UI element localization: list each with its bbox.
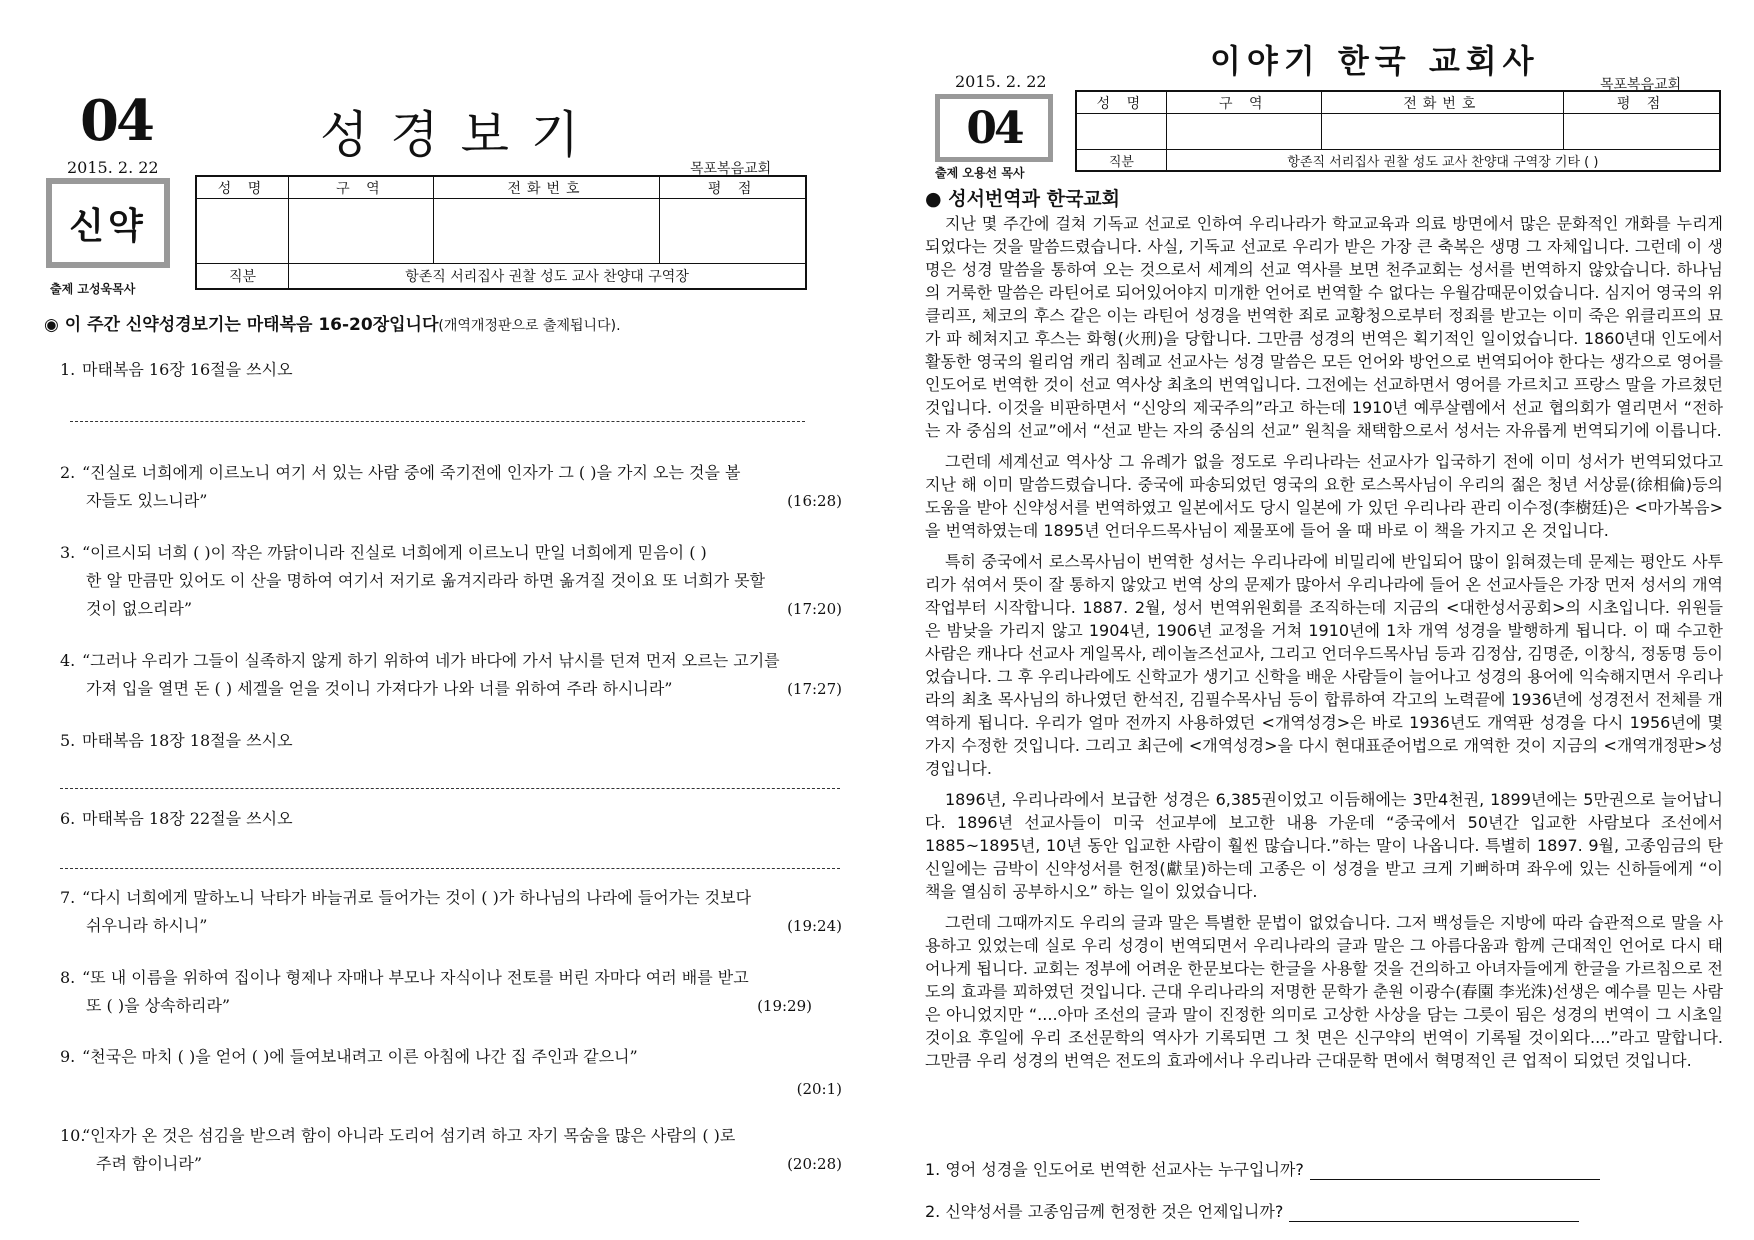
question-8 [60,964,842,1020]
answer-field[interactable] [1310,1163,1600,1180]
role-options[interactable]: 항존직 서리집사 권찰 성도 교사 찬양대 구역장 [289,264,806,290]
left-date: 2015. 2. 22 [67,158,159,177]
notice-bullet-icon: ◉ [44,315,59,335]
phone-field[interactable] [1321,114,1564,150]
answer-line-5[interactable] [60,788,840,789]
role-label: 직분 [1076,150,1166,172]
question-text: 마태복음 18장 22절을 쓰시오 [82,809,293,828]
header-score: 평 점 [660,176,806,199]
question-4 [60,647,842,703]
right-church-name: 목포복음교회 [1600,77,1682,93]
question-text-cont: 자들도 있느니라” [86,491,208,510]
question-text-cont: 가져 입을 열면 돈 ( ) 세겔을 얻을 것이니 가져다가 나와 너를 위하여 주라 하시니라” [86,679,673,698]
essay-paragraph: 1896년, 우리나라에서 보급한 성경은 6,385권이었고 이듬해에는 3만4천권, 1899년에는 5만권으로 늘어납니다. 1896년 선교사들이 미국 선교부에 보고한 내용 가운데 “중국에서 50년간 입교한 사람보다 조선에서 1885~1895년, 10년 동안 입교한 사람이 훨씬 많습니다.”하는 말이 나옵니다. 특별히 1897. 9월, 고종임금의 탄신일에는 금박이 신약성서를 헌정(獻呈)하는데 고종은 이 성경을 받고 크게 기뻐하며 좌우에 있는 신하들에게 “이 책을 열심히 공부하시오” 하는 일이 있었습니다. [925,790,1723,901]
question-number: 10. [60,1126,86,1145]
question-text: “다시 너희에게 말하노니 낙타가 바늘귀로 들어가는 것이 ( )가 하나님의 나라에 들어가는 것보다 [82,888,752,907]
question-6 [60,805,842,833]
district-field[interactable] [289,199,434,264]
question-text: 마태복음 18장 18절을 쓰시오 [82,731,293,750]
right-issue-number: 04 [935,94,1053,162]
essay-body [925,212,1723,1080]
question-number: 5. [60,731,76,750]
question-text-cont: 쉬우니라 하시니” [86,916,208,935]
question-text: “또 내 이름을 위하여 집이나 형제나 자매나 부모나 자식이나 전토를 버린 자마다 여러 배를 받고 [82,968,749,987]
question-7 [60,884,842,940]
essay-heading [925,184,1120,211]
right-question-1 [925,1157,1600,1180]
name-field[interactable] [196,199,289,264]
score-field[interactable] [1564,114,1720,150]
verse-citation: (20:1) [796,1080,842,1098]
question-text-cont: 또 ( )을 상속하리라” [86,996,231,1015]
verse-citation: (17:27) [787,680,842,698]
question-text-cont: 것이 없으리라” [86,599,193,618]
essay-paragraph: 특히 중국에서 로스목사님이 번역한 성서는 우리나라에 비밀리에 반입되어 많이 읽혀졌는데 문제는 평안도 사투리가 섞여서 뜻이 잘 통하지 않았고 번역 상의 문제가 많아서 우리나라에 들어 온 선교사들은 가장 먼저 성서의 개역 작업부터 시작합니다. 1887. 2월, 성서 번역위원회를 조직하는데 지금의 <대한성서공회>의 시초입니다. 위원들은 밤낮을 가리지 않고 1904년, 1906년 교정을 거쳐 1910년에 1차 개역 성경을 발행하게 됩니다. 이 때 수고한 사람은 캐나다 선교사 게일목사, 레이놀즈선교사, 그리고 언더우드목사님 등과 김정삼, 김명준, 이창식, 정동명 등이었습니다. 그 후 우리나라에도 신학교가 생기고 신학을 배운 사람들이 늘어나고 성경의 용어에 익숙해지면서 우리나라의 최초 목사님의 하나였던 한석진, 김필수목사님 등이 합류하여 각고의 노력끝에 1936년에 성경전서 전체를 개역하게 됩니다. 우리가 얼마 전까지 사용하였던 <개역성경>은 바로 1936년도 개역판 성경을 다시 1956년에 몇 가지 수정한 것입니다. 그리고 최근에 <개역성경>을 다시 현대표준어법으로 개역한 것이 지금의 <개역개정판>성경입니다. [925,552,1723,778]
role-options[interactable]: 항존직 서리집사 권찰 성도 교사 찬양대 구역장 기타 ( ) [1166,150,1720,172]
verse-citation: (19:29) [757,997,812,1015]
essay-heading-text: 성서번역과 한국교회 [948,188,1121,210]
left-info-table [195,175,807,290]
score-field[interactable] [660,199,806,264]
header-name: 성 명 [196,176,289,199]
right-author: 출제 오용선 목사 [935,166,1025,180]
left-author: 출제 고성욱목사 [50,282,136,296]
left-section-label: 신약 [46,178,170,268]
notice-text: 이 주간 신약성경보기는 마태복음 16-20장입니다 [64,315,439,335]
question-9 [60,1043,842,1098]
essay-paragraph: 그런데 그때까지도 우리의 글과 말은 특별한 문법이 없었습니다. 그저 백성들은 지방에 따라 습관적으로 말을 사용하고 있었는데 실로 우리 성경이 번역되면서 우리나라의 글과 말은 그 아름다움과 함께 근대적인 언어로 다시 태어나게 됩니다. 교회는 정부에 어려운 한문보다는 한글을 사용할 것을 건의하고 아녀자들에게 한글을 가르침으로 전도의 효과를 꾀하였던 것입니다. 근대 우리나라의 저명한 문학가 춘원 이광수(春園 李光洙)선생은 예수를 믿는 사람은 아니었지만 “....아마 조선의 글과 말이 진정한 의미로 고상한 사상을 담는 그릇이 됨은 성경의 번역이 그 시초일 것이요 후일에 우리 조선문학의 역사가 기록되면 그 첫 면은 신구약의 번역이 기록될 것이외다....”라고 말합니다. 그만큼 우리 성경의 번역은 전도의 효과에서나 우리나라 근대문학 면에서 혁명적인 큰 업적이 되었던 것입니다. [925,913,1723,1070]
verse-citation: (17:20) [787,600,842,618]
question-number: 9. [60,1047,76,1066]
header-score: 평 점 [1564,91,1720,114]
left-church-name: 목포복음교회 [690,161,772,177]
question-text: 2. 신약성서를 고종임금께 헌정한 것은 언제입니까? [925,1202,1284,1221]
phone-field[interactable] [433,199,660,264]
answer-line-1[interactable] [70,421,805,422]
question-text: 마태복음 16장 16절을 쓰시오 [82,360,293,379]
question-10 [60,1122,842,1178]
essay-paragraph: 지난 몇 주간에 걸쳐 기독교 선교로 인하여 우리나라가 학교교육과 의료 방면에서 많은 문화적인 개화를 누리게 되었다는 것을 말씀드렸습니다. 사실, 기독교 선교로 우리가 받은 가장 큰 축복은 생명 그 자체입니다. 그런데 이 생명은 성경 말씀을 통하여 오는 것으로서 세계의 선교 역사를 보면 천주교회는 성서를 번역하지 않았습니다. 하나님의 거룩한 말씀은 라틴어로 되어있어야지 미개한 언어로 번역할 수 없다는 우월감때문이었습니다. 심지어 영국의 위클리프, 체코의 후스 같은 이는 라틴어 성경을 번역한 죄로 교황청으로부터 정죄를 받고는 이미 죽은 위클리프의 묘가 파 헤쳐지고 후스는 화형(火刑)을 당합니다. 그만큼 성경의 번역은 획기적인 일이었습니다. 1860년대 인도에서 활동한 영국의 윌리엄 캐리 침례교 선교사는 성경 말씀은 모든 언어와 방언으로 번역되어야 한다는 생각으로 영어를 인도어로 번역한 것이 선교 역사상 최초의 번역입니다. 그전에는 선교하면서 영어를 가르치고 프랑스 말을 가르쳤던 것입니다. 이것을 비판하면서 “신앙의 제국주의”라고 하는데 1910년 예루살렘에서 선교 협의회가 열리면서 “전하는 자 중심의 선교”에서 “선교 받는 자의 중심의 선교” 원칙을 채택함으로서 성서는 자유롭게 번역되기에 이릅니다. [925,214,1723,440]
right-question-2 [925,1199,1579,1222]
question-text-cont: 한 알 만큼만 있어도 이 산을 명하여 여기서 저기로 옮겨지라라 하면 옮겨질 것이요 또 너희가 못할 [86,571,766,590]
name-field[interactable] [1076,114,1166,150]
question-number: 1. [60,360,76,379]
question-number: 3. [60,543,76,562]
question-text: “그러나 우리가 그들이 실족하지 않게 하기 위하여 네가 바다에 가서 낚시를 던져 먼저 오르는 고기를 [82,651,780,670]
question-3 [60,539,842,623]
verse-citation: (16:28) [787,492,842,510]
district-field[interactable] [1166,114,1321,150]
header-phone: 전화번호 [433,176,660,199]
header-name: 성 명 [1076,91,1166,114]
question-text: “이르시되 너희 ( )이 작은 까닭이니라 진실로 너희에게 이르노니 만일 너희에게 믿음이 ( ) [82,543,707,562]
question-number: 7. [60,888,76,907]
question-text: “천국은 마치 ( )을 얻어 ( )에 들여보내려고 이른 아침에 나간 집 주인과 같으니” [82,1047,638,1066]
answer-line-6[interactable] [60,868,840,869]
header-district: 구 역 [289,176,434,199]
left-page-title: 성경보기 [320,106,602,164]
question-1 [60,356,842,384]
question-number: 6. [60,809,76,828]
verse-citation: (20:28) [787,1155,842,1173]
verse-citation: (19:24) [787,917,842,935]
right-info-table [1075,90,1721,172]
essay-bullet-icon: ● [925,188,942,210]
answer-field[interactable] [1289,1205,1579,1222]
question-number: 8. [60,968,76,987]
notice-note: (개역개정판으로 출제됩니다). [438,318,621,334]
essay-paragraph: 그런데 세계선교 역사상 그 유례가 없을 정도로 우리나라는 선교사가 입국하기 전에 이미 성서가 번역되었다고 지난 해 이미 말씀드렸습니다. 중국에 파송되었던 영국의 요한 로스목사님이 우리의 젊은 청년 서상륜(徐相倫)등의 도움을 받아 신약성서를 번역하였고 일본에서도 당시 일본에 가 있던 우리나라 관리 이수정(李樹廷)은 <마가복음>을 번역하였는데 1895년 언더우드목사님이 제물포에 들어 올 때 바로 이 책을 가지고 온 것입니다. [925,452,1723,540]
role-label: 직분 [196,264,289,290]
header-phone: 전화번호 [1321,91,1564,114]
question-text: “인자가 온 것은 섬김을 받으려 함이 아니라 도리어 섬기려 하고 자기 목숨을 많은 사람의 ( )로 [82,1126,736,1145]
question-number: 2. [60,463,76,482]
header-district: 구 역 [1166,91,1321,114]
question-2 [60,459,842,515]
left-issue-number: 04 [80,88,152,154]
question-text-cont: 주려 함이니라” [96,1154,203,1173]
right-date: 2015. 2. 22 [955,72,1047,91]
right-page-title: 이야기 한국 교회사 [1210,42,1540,80]
left-notice [44,310,621,335]
question-number: 4. [60,651,76,670]
question-5 [60,727,842,755]
question-text: 1. 영어 성경을 인도어로 번역한 선교사는 누구입니까? [925,1160,1304,1179]
question-text: “진실로 너희에게 이르노니 여기 서 있는 사람 중에 죽기전에 인자가 그 ( )을 가지 오는 것을 볼 [82,463,741,482]
